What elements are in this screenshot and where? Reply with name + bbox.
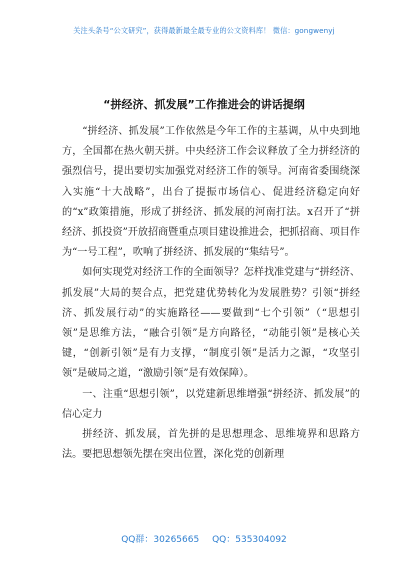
footer — [0, 532, 408, 545]
paragraph: “拼经济、抓发展”工作依然是今年工作的主基调，从中央到地方，全国都在热火朝天拼。中央经济工作会议释放了全力拼经济的强烈信号，提出要切实加强党对经济工作的领导。河南省委围绕深入实施“十大战略”，出台了提振市场信心、促进经济稳定向好的“x”政策措施，形成了拼经济、抓发展的河南打法。x召开了“拼经济、抓投资”开放招商暨重点项目建设推进会，把抓招商、项目作为“一号工程”，吹响了拼经济、抓发展的“集结号”。 — [62, 126, 360, 259]
paragraph: 拼经济、抓发展，首先拼的是思想理念、思维境界和思路方法。要把思想领先摆在突出位置，深化党的创新理 — [62, 429, 360, 461]
header-banner: 关注头条号“公文研究”，获得最新最全最专业的公文资料库！ 微信：gongwenyj — [73, 26, 335, 35]
footer-qq-group: QQ群：30265665 — [121, 535, 200, 545]
section-heading: 一、注重“思想引领”，以党建新思维增强“拼经济、抓发展”的信心定力 — [62, 388, 360, 420]
paragraph: 如何实现党对经济工作的全面领导？怎样找准党建与“拼经济、抓发展”大局的契合点，把党建优势转化为发展胜势？引领“拼经济、抓发展行动”的实施路径——要做到“七个引领”（“思想引领”是思维方法，“融合引领”是方向路径，“动能引领”是核心关键，“创新引领”是有力支撑，“制度引领”是活力之源，“攻坚引领”是破局之道，“激励引领”是有效保障）。 — [62, 267, 360, 380]
footer-qq: QQ：535304092 — [212, 535, 287, 545]
document-body — [62, 122, 360, 465]
document-title: “拼经济、抓发展”工作推进会的讲话提纲 — [103, 98, 305, 111]
